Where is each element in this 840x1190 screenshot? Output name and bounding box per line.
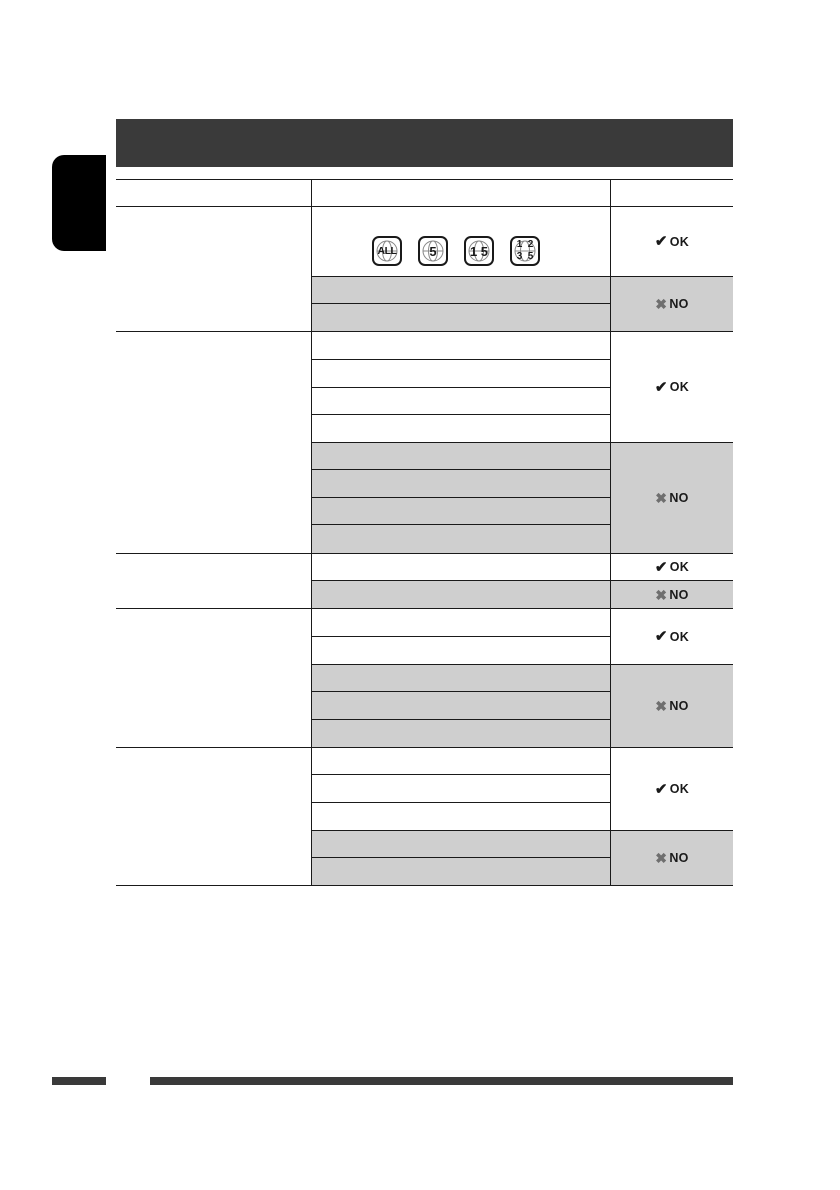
row-rule <box>312 497 610 498</box>
row-rule <box>312 387 610 388</box>
row-rule <box>312 719 610 720</box>
row-rule <box>312 414 610 415</box>
row-rule <box>312 469 610 470</box>
table-cell-unsupported <box>312 580 610 608</box>
cross-icon: ✖ <box>655 850 668 866</box>
status-ok: ✔ OK <box>654 628 690 645</box>
status-no: ✖ NO <box>611 443 733 553</box>
region-all-icon: ALL <box>372 236 402 266</box>
row-rule <box>312 774 610 775</box>
status-no: ✖ NO <box>611 665 733 747</box>
table-top-rule <box>116 179 733 180</box>
table-bottom-rule <box>116 885 733 886</box>
section-header-banner <box>116 119 733 167</box>
cross-icon: ✖ <box>655 698 668 714</box>
status-ok: ✔ OK <box>654 558 690 576</box>
region-code-icons <box>372 236 540 266</box>
status-ok: ✔ OK <box>654 780 690 798</box>
region-5-icon: 5 <box>418 236 448 266</box>
row-rule <box>312 359 610 360</box>
footer-bar-left <box>52 1077 106 1085</box>
check-icon: ✔ <box>654 558 668 576</box>
region-1-5-icon: 1 5 <box>464 236 494 266</box>
status-ok: ✔ OK <box>654 233 690 250</box>
row-rule <box>312 802 610 803</box>
status-ok: ✔ OK <box>654 378 690 396</box>
region-1-2-3-5-icon: 1 2 3 5 <box>510 236 540 266</box>
language-side-tab <box>52 155 106 251</box>
status-no: ✖ NO <box>611 581 733 608</box>
check-icon: ✔ <box>654 378 668 396</box>
footer-bar-right <box>150 1077 733 1085</box>
row-rule <box>312 691 610 692</box>
cross-icon: ✖ <box>655 296 668 312</box>
table-cell-unsupported <box>312 664 610 747</box>
cross-icon: ✖ <box>655 586 668 603</box>
row-rule <box>312 857 610 858</box>
cross-icon: ✖ <box>655 490 668 506</box>
status-no: ✖ NO <box>611 831 733 885</box>
row-rule <box>312 636 610 637</box>
check-icon: ✔ <box>654 628 668 645</box>
status-no: ✖ NO <box>611 277 733 331</box>
check-icon: ✔ <box>654 233 668 250</box>
row-rule <box>312 303 610 304</box>
check-icon: ✔ <box>654 780 668 798</box>
row-rule <box>312 524 610 525</box>
